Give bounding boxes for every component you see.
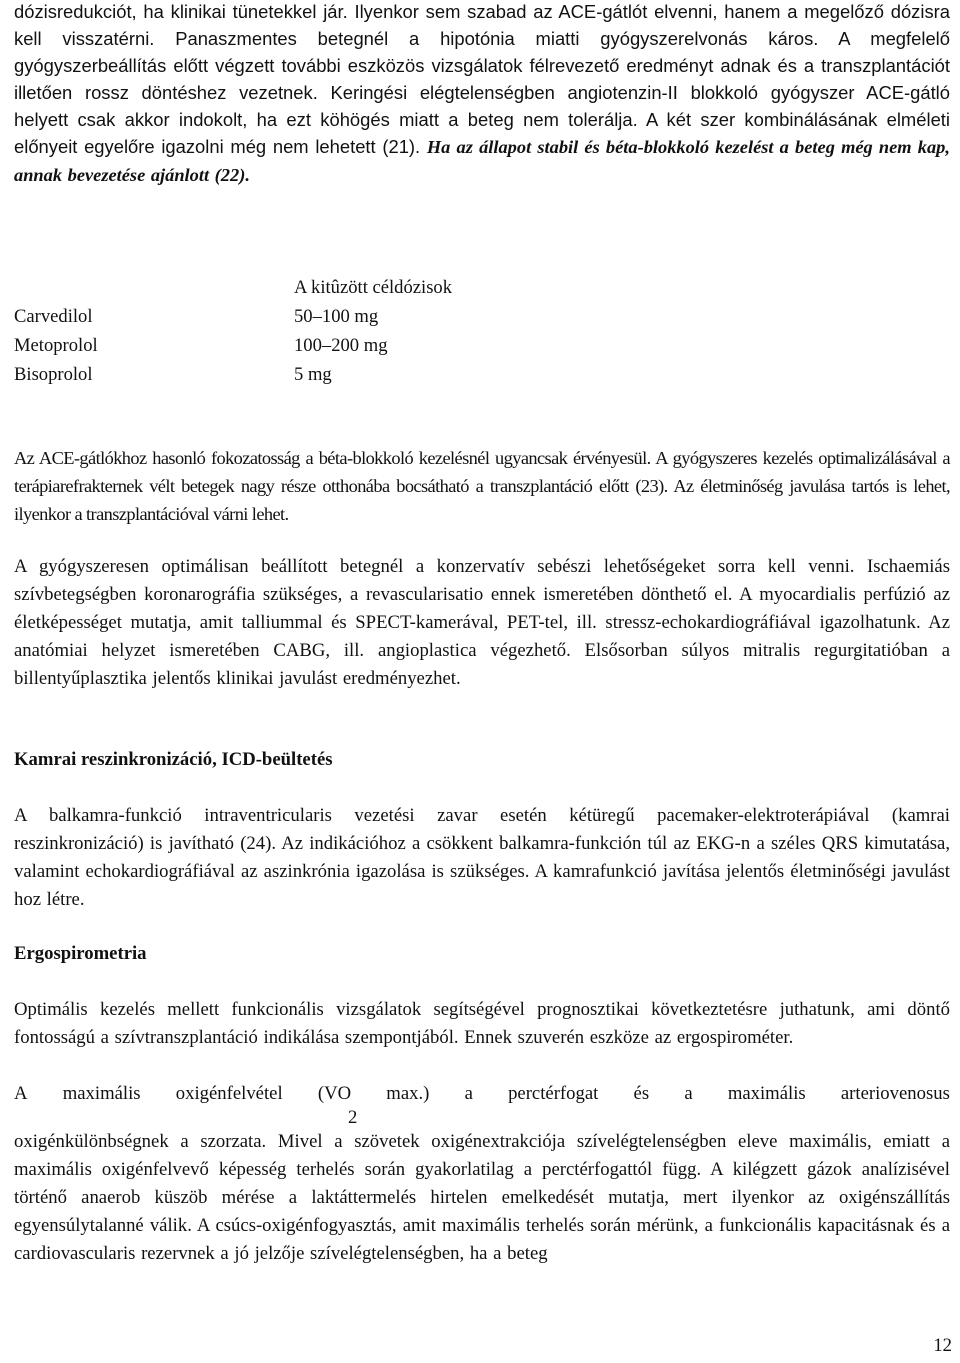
drug-dose: 5 mg bbox=[294, 364, 332, 385]
section-heading-resync: Kamrai reszinkronizáció, ICD-beültetés bbox=[14, 749, 333, 770]
vo2-word: oxigénfelvétel bbox=[175, 1083, 283, 1104]
vo2-word: a bbox=[464, 1083, 473, 1104]
vo2-word: maximális bbox=[62, 1083, 141, 1104]
vo2-subscript: 2 bbox=[348, 1107, 358, 1128]
vo2-word: arteriovenosus bbox=[840, 1083, 950, 1104]
vo2-word: maximális bbox=[727, 1083, 806, 1104]
surgery-paragraph: A gyógyszeresen optimálisan beállított betegnél a konzervatív sebészi lehetőségeket sorra kell venni. Ischaemiás szívbetegségben koronarográfia szükséges, a revascularisatio ennek ismeretében dönthető el. A myocardialis perfúzió az életképességet mutatja, amit talliummal és SPECT-kamerával, PET-tel, ill. stressz-echokardiográfiával igazolhatunk. Az anatómiai helyzet ismeretében CABG, ill. angioplastica végezhető. Elsősorban súlyos mitralis regurgitatióban a billentyűplasztika jelentős klinikai javulást eredményezhet. bbox=[14, 556, 950, 689]
vo2-word: (VO bbox=[317, 1083, 352, 1104]
intro-paragraph bbox=[14, 0, 950, 189]
intro-text: dózisredukciót, ha klinikai tünetekkel jár. Ilyenkor sem szabad az ACE-gátlót elvenni, hanem a megelőző dózisra kell visszatérni. Panaszmentes betegnél a hipotónia miatti gyógyszerelvonás káros. A megfelelő gyógyszerbeállítás előtt végzett további eszközös vizsgálatok félrevezető eredményt adnak és a transzplantációt illetően rossz döntéshez vezetnek. Keringési elégtelenségben angiotenzin-II blokkoló gyógyszer ACE-gátló helyett csak akkor indokolt, ha ezt köhögés miatt a beteg nem tolerálja. A két szer kombinálásának elméleti előnyeit egyelőre igazolni még nem lehetett (21). bbox=[14, 1, 950, 157]
section-heading-ergo: Ergospirometria bbox=[14, 943, 147, 964]
vo2-line bbox=[14, 1080, 950, 1108]
table-header-row bbox=[14, 273, 694, 302]
table-row bbox=[14, 360, 694, 389]
table-header: A kitûzött céldózisok bbox=[294, 277, 453, 298]
drug-dose: 100–200 mg bbox=[294, 335, 388, 356]
drug-name: Metoprolol bbox=[14, 335, 98, 356]
vo2-word: A bbox=[14, 1083, 28, 1104]
ergo-paragraph-1: Optimális kezelés mellett funkcionális vizsgálatok segítségével prognosztikai következtetésre juthatunk, ami döntő fontosságú a szívtranszplantáció indikálása szempontjából. Ennek szuverén eszköze az ergospirométer. bbox=[14, 999, 950, 1048]
vo2-word: és bbox=[633, 1083, 650, 1104]
vo2-word: a bbox=[684, 1083, 693, 1104]
table-row bbox=[14, 331, 694, 360]
ergo-paragraph-2: oxigénkülönbségnek a szorzata. Mivel a szövetek oxigénextrakciója szívelégtelenségben eleve maximális, emiatt a maximális oxigénfelvevő képesség terhelés során gyakorlatilag a perctérfogattól függ. A kilégzett gázok analízisével történő anaerob küszöb mérése a laktáttermelés hirtelen emelkedését mutatja, mert ilyenkor az oxigénszállítás egyensúlytalanné válik. A csúcs-oxigénfogyasztás, amit maximális terhelés során mérünk, a funkcionális kapacitásnak és a cardiovascularis rezervnek a jó jelzője szívelégtelenségben, ha a beteg bbox=[14, 1131, 950, 1264]
page-number: 12 bbox=[933, 1335, 952, 1356]
resync-paragraph: A balkamra-funkció intraventricularis vezetési zavar esetén kétüregű pacemaker-elektroterápiával (kamrai reszinkronizáció) is javítható (24). Az indikációhoz a csökkent balkamra-funkción túl az EKG-n a széles QRS kimutatása, valamint echokardiográfiával az aszinkrónia igazolása is szükséges. A kamrafunkció javítása jelentős életminőségi javulást hoz létre. bbox=[14, 805, 950, 910]
drug-name: Bisoprolol bbox=[14, 364, 93, 385]
vo2-word: max.) bbox=[386, 1083, 430, 1104]
table-row bbox=[14, 302, 694, 331]
intro-emphasis: Ha az állapot stabil és béta-blokkoló kezelést a beteg még nem kap, annak bevezetése ajánlott (22). bbox=[14, 137, 950, 185]
document-page bbox=[14, 0, 950, 1264]
drug-name: Carvedilol bbox=[14, 306, 93, 327]
beta-blocker-paragraph: Az ACE-gátlókhoz hasonló fokozatosság a béta-blokkoló kezelésnél ugyancsak érvényesül. A gyógyszeres kezelés optimalizálásával a terápiarefrakternek vélt betegek nagy része otthonába bocsátható a transzplantáció előtt (23). Az életminőség javulása tartós is lehet, ilyenkor a transzplantációval várni lehet. bbox=[14, 448, 950, 524]
vo2-word: perctérfogat bbox=[508, 1083, 599, 1104]
dose-table bbox=[14, 273, 694, 389]
drug-dose: 50–100 mg bbox=[294, 306, 379, 327]
